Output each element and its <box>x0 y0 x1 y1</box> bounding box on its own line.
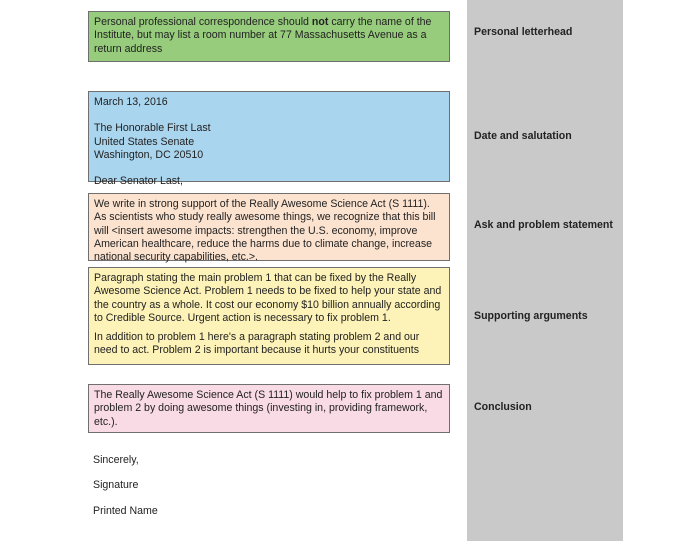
letterhead-text-before: Personal professional correspondence should <box>94 16 312 28</box>
label-date-salutation: Date and salutation <box>474 130 572 142</box>
label-personal-letterhead: Personal letterhead <box>474 26 573 38</box>
spacer <box>94 109 444 122</box>
date-salutation-box <box>88 91 450 188</box>
greeting: Dear Senator Last, <box>94 175 183 188</box>
supporting-arguments-box <box>88 267 450 365</box>
ask-text: We write in strong support of the Really Awesome Science Act (S 1111). As scientists who study really awesome things, we recognize that this bill will <insert awesome impacts: strengthen the U.S. economy, improve American healthcare, reduce the harms due to climate change, increase national security capabilities, etc.>. <box>94 198 436 264</box>
signature-line: Signature <box>93 479 139 491</box>
letterhead-text <box>94 16 444 56</box>
closing-sincerely: Sincerely, <box>93 454 139 466</box>
label-supporting-arguments: Supporting arguments <box>474 310 588 322</box>
label-ask-problem: Ask and problem statement <box>474 219 613 231</box>
conclusion-box <box>88 384 450 433</box>
support-paragraph-2: In addition to problem 1 here's a paragraph stating problem 2 and our need to act. Problem 2 is important because it hurts your constituents <box>94 331 420 357</box>
letterhead-emphasis: not <box>311 16 329 28</box>
letterhead-box <box>88 11 450 62</box>
addressee-line-1: The Honorable First Last <box>94 122 211 135</box>
conclusion-text: The Really Awesome Science Act (S 1111) would help to fix problem 1 and problem 2 by doing awesome things (investing in, providing framework, etc.). <box>94 389 443 428</box>
addressee-line-3: Washington, DC 20510 <box>94 148 204 161</box>
section-label-sidebar <box>467 0 623 541</box>
addressee-line-2: United States Senate <box>94 135 195 148</box>
spacer <box>94 162 444 175</box>
letter-date: March 13, 2016 <box>94 96 168 108</box>
label-conclusion: Conclusion <box>474 401 532 413</box>
support-paragraph-1: Paragraph stating the main problem 1 that can be fixed by the Really Awesome Science Act. Problem 1 needs to be fixed to help your state and the country as a whole. It cost our economy $10 billion annually according to Credible Source. Urgent action is necessary to fix problem 1. <box>94 272 442 324</box>
letterhead-text-after: carry the name of the Institute, but may list a room number at 77 Massachusetts Avenue as a return address <box>94 16 432 55</box>
printed-name-line: Printed Name <box>93 505 158 517</box>
ask-statement-box <box>88 193 450 264</box>
